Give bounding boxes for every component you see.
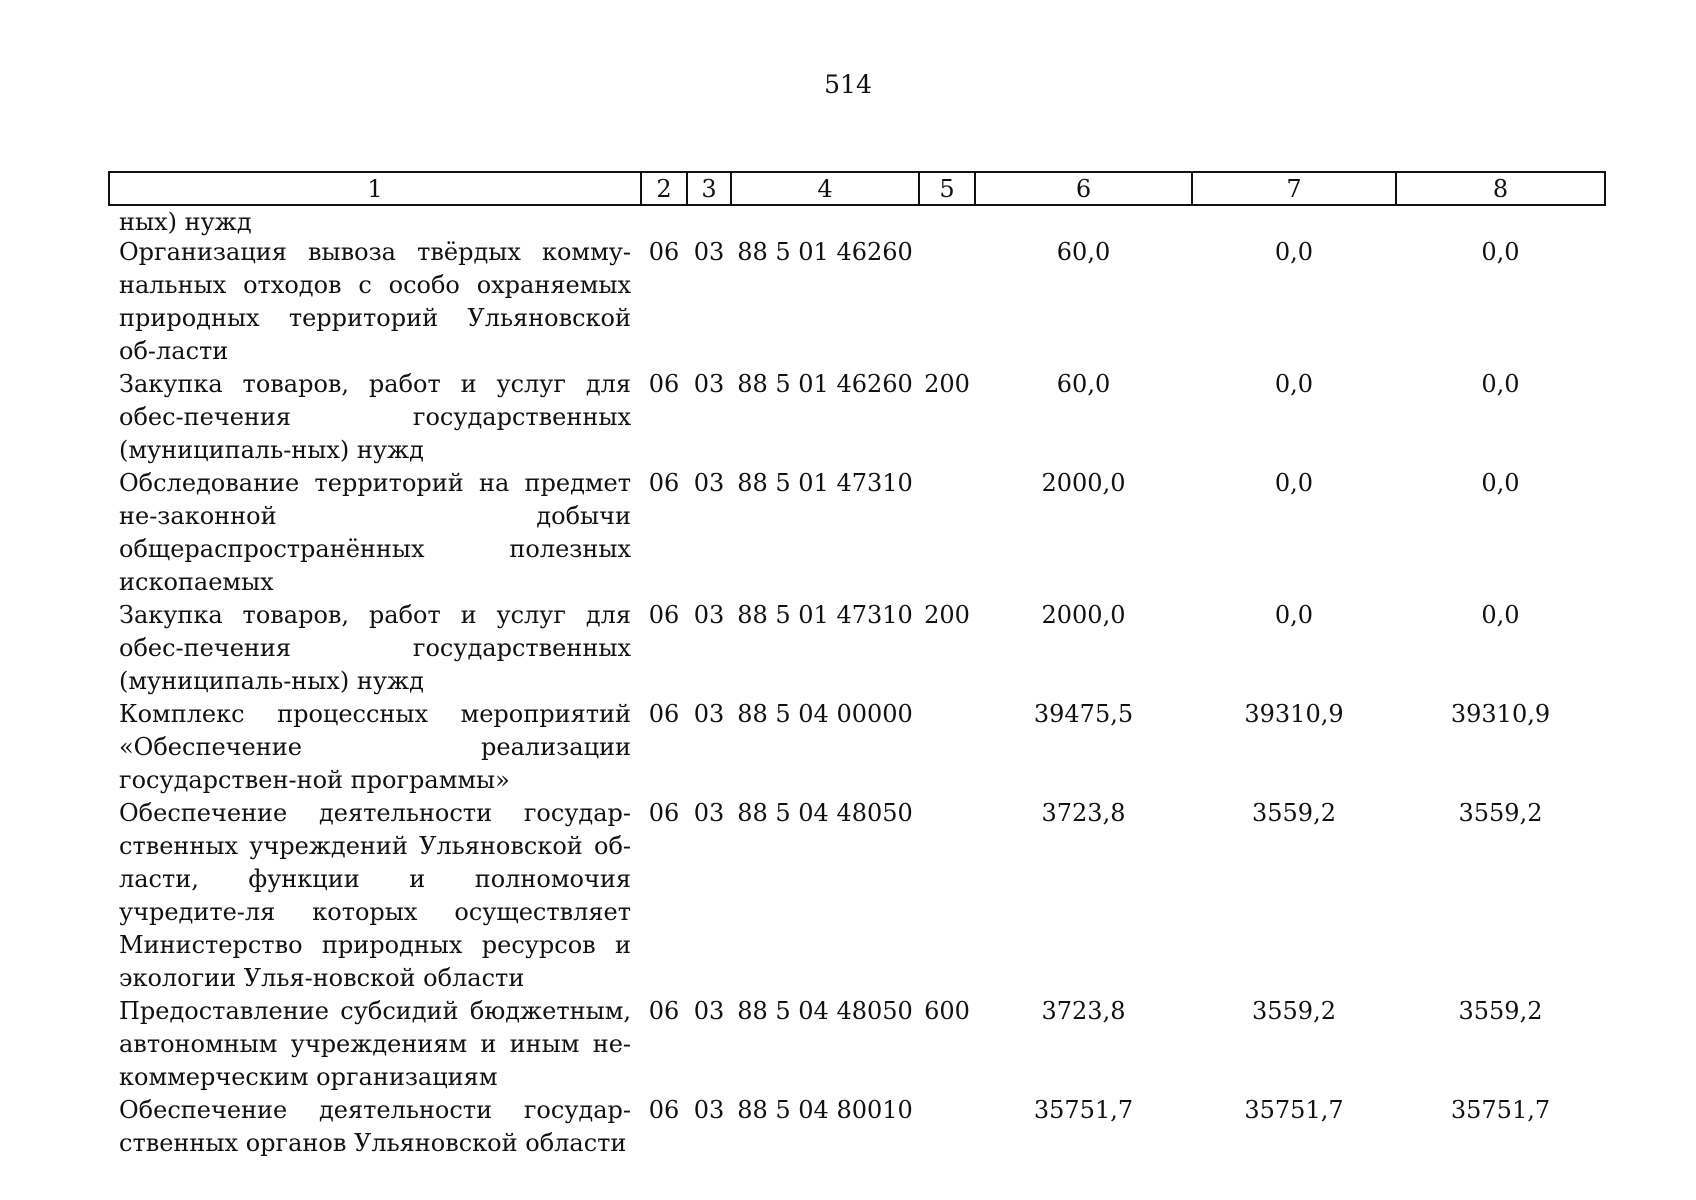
row-col-6: 2000,0 xyxy=(1041,601,1126,629)
row-col-6: 39475,5 xyxy=(1033,700,1134,728)
row-col-2: 06 xyxy=(648,469,680,497)
row-col-2: 06 xyxy=(648,997,680,1025)
header-col-8: 8 xyxy=(1396,172,1605,205)
header-col-5: 5 xyxy=(919,172,975,205)
table-row xyxy=(109,236,1605,368)
row-col-4: 88 5 01 47310 xyxy=(737,601,913,629)
row-col-6: 2000,0 xyxy=(1041,469,1126,497)
row-col-3: 03 xyxy=(693,799,725,827)
row-col-4: 88 5 04 48050 xyxy=(737,799,913,827)
table-row xyxy=(109,467,1605,599)
row-col-4: 88 5 01 46260 xyxy=(737,238,913,266)
row-col-5: 600 xyxy=(924,997,970,1025)
table-row xyxy=(109,599,1605,698)
row-col-4: 88 5 04 80010 xyxy=(737,1096,913,1124)
row-col-2: 06 xyxy=(648,370,680,398)
row-name: Закупка товаров, работ и услуг для обес-печения государственных (муниципаль-ных) нужд xyxy=(119,601,631,695)
table-row xyxy=(109,995,1605,1094)
table-row xyxy=(109,368,1605,467)
row-col-7: 3559,2 xyxy=(1252,997,1336,1025)
header-col-2: 2 xyxy=(641,172,687,205)
row-col-7: 0,0 xyxy=(1274,238,1314,266)
row-col-6: 3723,8 xyxy=(1041,997,1126,1025)
row-col-5 xyxy=(919,236,975,368)
row-col-6: 60,0 xyxy=(1056,238,1111,266)
budget-table xyxy=(108,171,1606,1160)
row-col-8: 39310,9 xyxy=(1450,700,1551,728)
row-col-4: 88 5 01 47310 xyxy=(737,469,913,497)
row-col-4: 88 5 04 00000 xyxy=(737,700,913,728)
row-col-5: 200 xyxy=(924,601,970,629)
row-col-8: 0,0 xyxy=(1481,238,1520,266)
row-col-2: 06 xyxy=(648,799,680,827)
row-col-3: 03 xyxy=(693,1096,725,1124)
row-col-5 xyxy=(919,797,975,995)
page-number: 514 xyxy=(824,70,872,99)
header-col-1: 1 xyxy=(109,172,641,205)
row-name: Закупка товаров, работ и услуг для обес-печения государственных (муниципаль-ных) нужд xyxy=(119,370,631,464)
row-col-5 xyxy=(919,1094,975,1160)
row-col-6: 3723,8 xyxy=(1041,799,1126,827)
row-col-7: 0,0 xyxy=(1274,469,1314,497)
row-col-5 xyxy=(919,467,975,599)
row-col-8: 3559,2 xyxy=(1458,799,1543,827)
row-col-8: 0,0 xyxy=(1481,601,1520,629)
header-col-3: 3 xyxy=(687,172,731,205)
row-col-5: 200 xyxy=(924,370,970,398)
row-col-8: 3559,2 xyxy=(1458,997,1543,1025)
row-col-2: 06 xyxy=(648,700,680,728)
row-col-4: 88 5 01 46260 xyxy=(737,370,913,398)
row-col-3: 03 xyxy=(693,469,725,497)
row-col-7: 39310,9 xyxy=(1244,700,1344,728)
continuation-text: ных) нужд xyxy=(119,208,252,236)
header-col-6: 6 xyxy=(975,172,1192,205)
row-col-2: 06 xyxy=(648,601,680,629)
row-col-6: 35751,7 xyxy=(1033,1096,1134,1124)
row-col-3: 03 xyxy=(693,997,725,1025)
row-col-8: 0,0 xyxy=(1481,469,1520,497)
header-col-4: 4 xyxy=(731,172,919,205)
table-row xyxy=(109,1094,1605,1160)
row-col-4: 88 5 04 48050 xyxy=(737,997,913,1025)
row-col-8: 0,0 xyxy=(1481,370,1520,398)
row-col-3: 03 xyxy=(693,370,725,398)
row-col-8: 35751,7 xyxy=(1450,1096,1551,1124)
row-name: Организация вывоза твёрдых комму-нальных отходов с особо охраняемых природных территорий Ульяновской об-ласти xyxy=(119,238,631,365)
header-col-7: 7 xyxy=(1192,172,1396,205)
row-name: Обследование территорий на предмет не-законной добычи общераспространённых полезных ископаемых xyxy=(119,469,631,596)
table-row xyxy=(109,797,1605,995)
header-row xyxy=(109,172,1605,205)
row-col-7: 0,0 xyxy=(1274,601,1314,629)
row-col-3: 03 xyxy=(693,700,725,728)
row-col-2: 06 xyxy=(648,238,680,266)
continuation-row xyxy=(109,205,1605,236)
row-col-3: 03 xyxy=(693,238,725,266)
row-col-6: 60,0 xyxy=(1056,370,1111,398)
row-name: Обеспечение деятельности государ-ственных учреждений Ульяновской об-ласти, функции и полномочия учредите-ля которых осуществляет Министерство природных ресурсов и экологии Улья-новской области xyxy=(119,799,631,992)
row-col-5 xyxy=(919,698,975,797)
row-name: Обеспечение деятельности государ-ственных органов Ульяновской области xyxy=(119,1096,631,1157)
row-col-7: 3559,2 xyxy=(1252,799,1336,827)
row-col-2: 06 xyxy=(648,1096,680,1124)
row-col-3: 03 xyxy=(693,601,725,629)
row-col-7: 35751,7 xyxy=(1244,1096,1344,1124)
row-name: Комплекс процессных мероприятий «Обеспечение реализации государствен-ной программы» xyxy=(119,700,631,794)
row-name: Предоставление субсидий бюджетным, автономным учреждениям и иным не-коммерческим организациям xyxy=(119,997,631,1091)
row-col-7: 0,0 xyxy=(1274,370,1314,398)
table-row xyxy=(109,698,1605,797)
